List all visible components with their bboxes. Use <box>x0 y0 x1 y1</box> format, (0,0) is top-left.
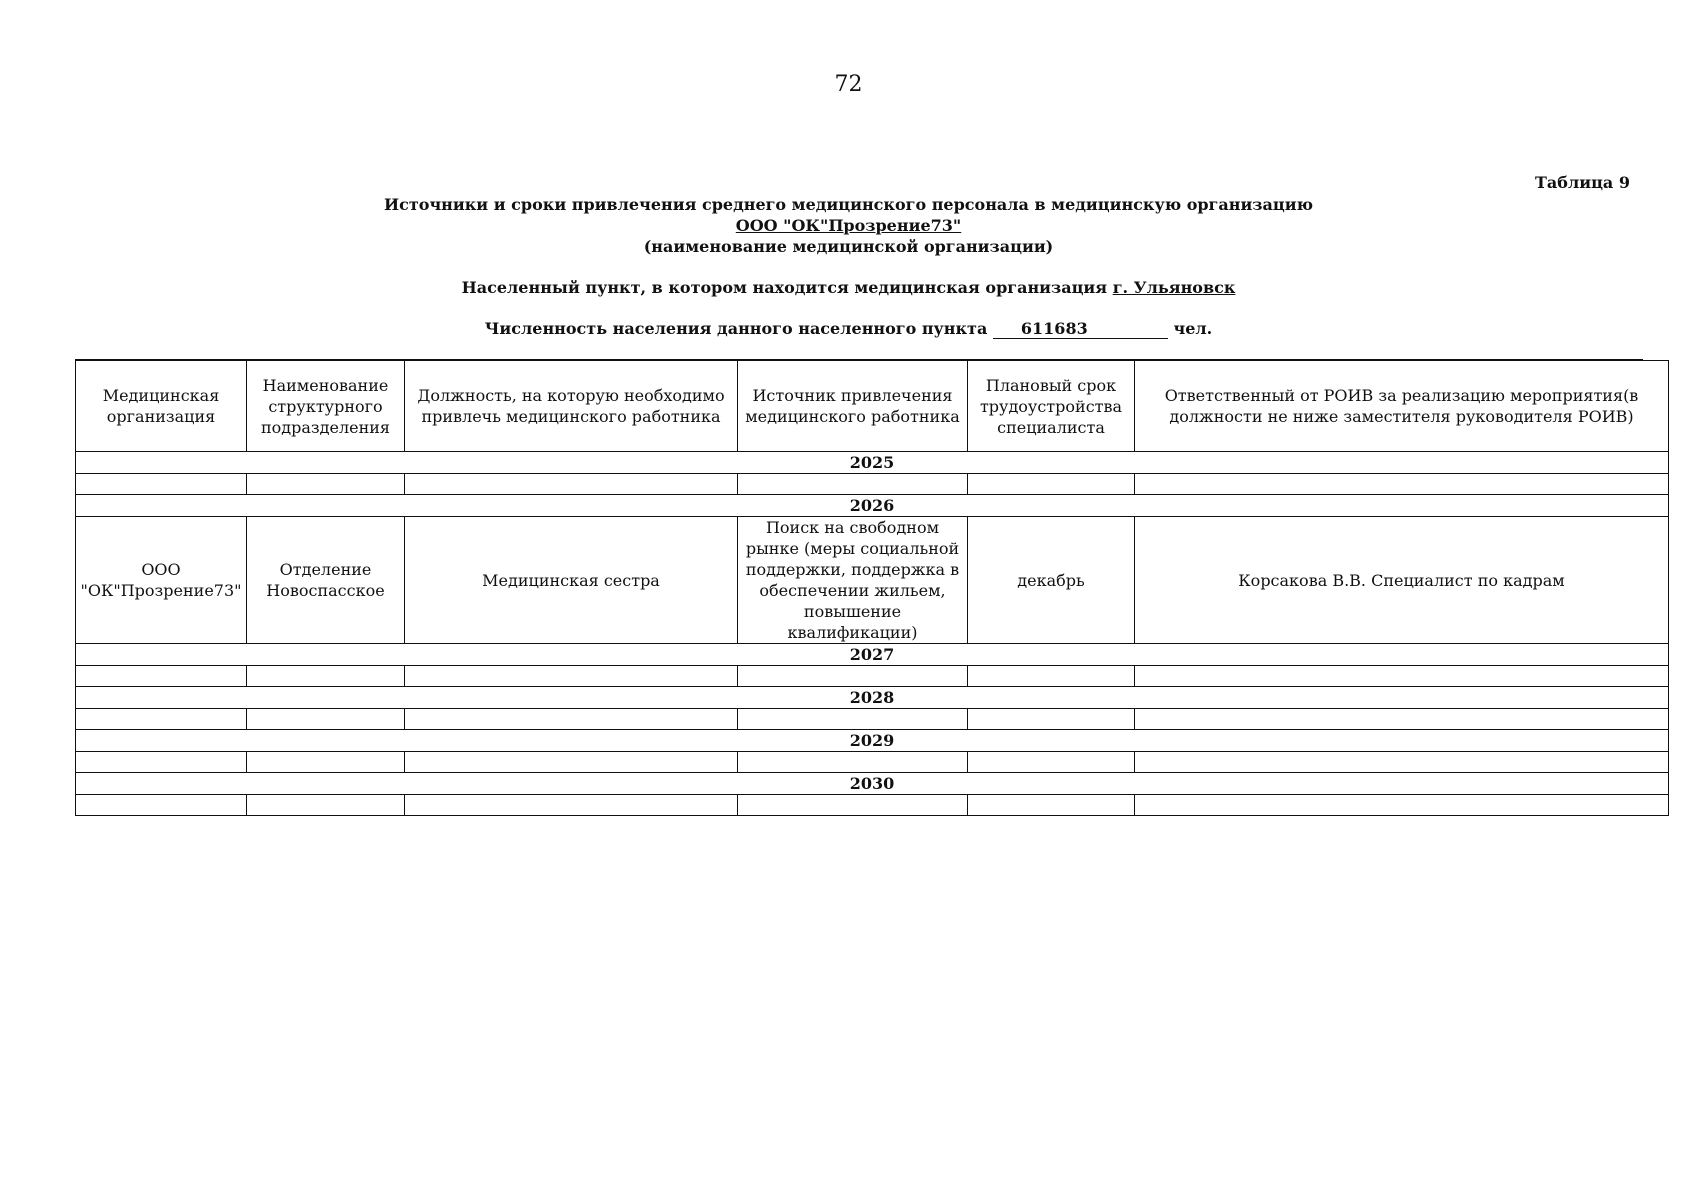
table-row <box>76 666 1669 687</box>
header-position: Должность, на которую необходимо привлечь медицинского работника <box>405 361 738 452</box>
organization-name: ООО "ОК"Прозрение73" <box>735 216 962 235</box>
population-value: 611683 <box>1020 319 1088 338</box>
year-2029: 2029 <box>76 730 1669 752</box>
table-row <box>76 517 1669 644</box>
table-row <box>76 752 1669 773</box>
cell-organization: ООО "ОК"Прозрение73" <box>76 517 247 644</box>
staffing-table <box>75 360 1669 816</box>
table-label: Таблица 9 <box>1535 173 1630 192</box>
organization-caption: (наименование медицинской организации) <box>643 237 1054 256</box>
year-row <box>76 495 1669 517</box>
year-2030: 2030 <box>76 773 1669 795</box>
year-row <box>76 730 1669 752</box>
year-2026: 2026 <box>76 495 1669 517</box>
header-term: Плановый срок трудоустройства специалиста <box>968 361 1135 452</box>
cell-position: Медицинская сестра <box>405 517 738 644</box>
table-row <box>76 709 1669 730</box>
page-number: 72 <box>834 72 863 97</box>
year-row <box>76 644 1669 666</box>
cell-responsible: Корсакова В.В. Специалист по кадрам <box>1135 517 1669 644</box>
year-2027: 2027 <box>76 644 1669 666</box>
header-organization: Медицинская организация <box>76 361 247 452</box>
year-2025: 2025 <box>76 452 1669 474</box>
header-responsible: Ответственный от РОИВ за реализацию мероприятия(в должности не ниже заместителя руководителя РОИВ) <box>1135 361 1669 452</box>
settlement-value: г. Ульяновск <box>1112 278 1236 297</box>
title-block <box>0 194 1697 257</box>
table-row <box>76 795 1669 816</box>
settlement-label: Населенный пункт, в котором находится медицинская организация <box>461 278 1108 297</box>
header-source: Источник привлечения медицинского работника <box>738 361 968 452</box>
cell-department: Отделение Новоспасское <box>247 517 405 644</box>
year-2028: 2028 <box>76 687 1669 709</box>
population-line <box>0 319 1697 339</box>
year-row <box>76 452 1669 474</box>
population-unit: чел. <box>1173 319 1213 338</box>
population-label: Численность населения данного населенного пункта <box>484 319 988 338</box>
header-row <box>76 361 1669 452</box>
settlement-line <box>0 278 1697 297</box>
year-row <box>76 773 1669 795</box>
cell-source: Поиск на свободном рынке (меры социальной поддержки, поддержка в обеспечении жильем, повышение квалификации) <box>738 517 968 644</box>
year-row <box>76 687 1669 709</box>
header-department: Наименование структурного подразделения <box>247 361 405 452</box>
cell-term: декабрь <box>968 517 1135 644</box>
document-title: Источники и сроки привлечения среднего медицинского персонала в медицинскую организацию <box>384 195 1313 214</box>
table-row <box>76 474 1669 495</box>
